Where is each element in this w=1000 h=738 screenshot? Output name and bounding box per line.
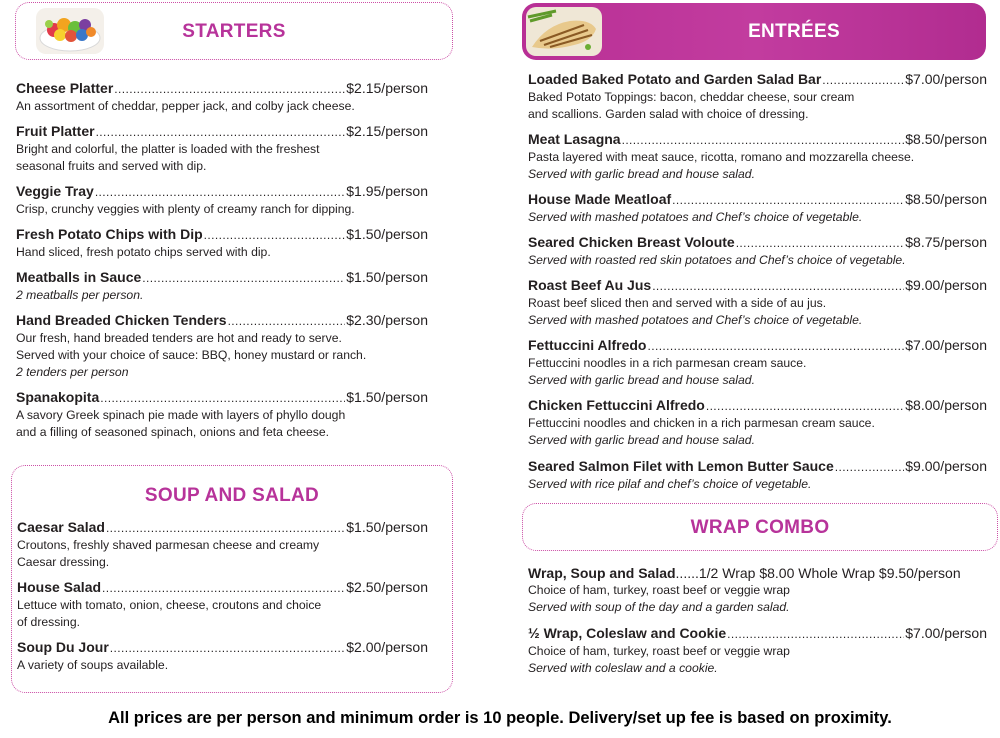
footer-note: All prices are per person and minimum order is 10 people. Delivery/set up fee is based on proximity. (108, 709, 892, 727)
menu-item-description: Our fresh, hand breaded tenders are hot and ready to serve. (16, 331, 342, 345)
dot-leader (95, 184, 345, 201)
menu-item-description: Served with soup of the day and a garden salad. (528, 600, 790, 614)
menu-item-name: ½ Wrap, Coleslaw and Cookie (528, 625, 727, 641)
menu-item (528, 397, 987, 449)
menu-item-name: Loaded Baked Potato and Garden Salad Bar (528, 71, 822, 87)
menu-item-price: $8.00/person (905, 397, 987, 413)
dot-leader (114, 81, 345, 98)
menu-item (16, 312, 428, 381)
menu-item-line (528, 625, 987, 643)
menu-item-description: Fettuccini noodles in a rich parmesan cream sauce. (528, 356, 807, 370)
menu-item-line (16, 183, 428, 201)
menu-item-description: of dressing. (17, 615, 81, 629)
menu-item-price: $2.15/person (346, 80, 428, 96)
menu-item-description: and a filling of seasoned spinach, onions and feta cheese. (16, 425, 330, 439)
menu-item-price: $1.50/person (346, 269, 428, 285)
menu-item-line (16, 389, 428, 407)
menu-item-description: 2 tenders per person (16, 365, 129, 379)
menu-item-description: and scallions. Garden salad with choice of dressing. (528, 107, 809, 121)
menu-item-name: Meatballs in Sauce (16, 269, 142, 285)
menu-item-name: Soup Du Jour (17, 639, 109, 655)
menu-item-description: Choice of ham, turkey, roast beef or veggie wrap (528, 644, 790, 658)
menu-item (17, 639, 428, 674)
menu-item-line (528, 191, 987, 209)
menu-item-description: A variety of soups available. (17, 658, 169, 672)
menu-item-description: 2 meatballs per person. (16, 288, 144, 302)
menu-item-description: Served with coleslaw and a cookie. (528, 661, 718, 675)
dot-leader (652, 278, 904, 295)
menu-item-price: $8.75/person (905, 234, 987, 250)
menu-item-name: Veggie Tray (16, 183, 94, 199)
menu-item-description: Fettuccini noodles and chicken in a rich parmesan cream sauce. (528, 416, 875, 430)
menu-item-name: Fettuccini Alfredo (528, 337, 647, 353)
menu-item-description: Served with your choice of sauce: BBQ, honey mustard or ranch. (16, 348, 367, 362)
menu-item-price: $2.15/person (346, 123, 428, 139)
menu-item (528, 191, 987, 226)
menu-item-description: Crisp, crunchy veggies with plenty of creamy ranch for dipping. (16, 202, 355, 216)
menu-item-description: Lettuce with tomato, onion, cheese, croutons and choice (17, 598, 322, 612)
menu-item-line (528, 131, 987, 149)
menu-item-price: $1.50/person (346, 519, 428, 535)
menu-item-line (528, 234, 987, 252)
menu-item (16, 123, 428, 175)
menu-item-description: Hand sliced, fresh potato chips served with dip. (16, 245, 271, 259)
menu-item-name: Cheese Platter (16, 80, 114, 96)
menu-item-name: Seared Salmon Filet with Lemon Butter Sauce (528, 458, 834, 474)
menu-item-line (528, 397, 987, 415)
menu-item-name: Wrap, Soup and Salad (528, 565, 676, 581)
menu-item-line (528, 277, 987, 295)
menu-item-line (17, 579, 428, 597)
menu-item (528, 458, 987, 493)
menu-item-description: seasonal fruits and served with dip. (16, 159, 207, 173)
menu-item-name: Spanakopita (16, 389, 100, 405)
menu-item (16, 389, 428, 441)
menu-item-line (528, 565, 987, 582)
menu-item-name: House Made Meatloaf (528, 191, 672, 207)
menu-item-price: $1.50/person (346, 389, 428, 405)
menu-item-name: Hand Breaded Chicken Tenders (16, 312, 227, 328)
dot-leader (727, 626, 904, 643)
menu-item (528, 234, 987, 269)
menu-item-price: $2.50/person (346, 579, 428, 595)
menu-item-description: Baked Potato Toppings: bacon, cheddar cheese, sour cream (528, 90, 855, 104)
menu-item-price: $7.00/person (905, 625, 987, 641)
entrees-title: ENTRÉES (748, 21, 840, 42)
wrap-combo-header (522, 503, 998, 551)
menu-item-description: Served with rice pilaf and chef’s choice of vegetable. (528, 477, 812, 491)
menu-item (16, 183, 428, 218)
menu-item (16, 226, 428, 261)
dot-leader (822, 72, 904, 89)
menu-item (17, 579, 428, 631)
menu-item-price: $9.00/person (905, 458, 987, 474)
menu-item-price: $7.00/person (905, 337, 987, 353)
menu-item-price: $1.50/person (346, 226, 428, 242)
menu-item-description: Served with mashed potatoes and Chef’s choice of vegetable. (528, 210, 863, 224)
menu-item (528, 565, 987, 616)
menu-item (528, 71, 987, 123)
menu-item-line (16, 269, 428, 287)
menu-item-description: A savory Greek spinach pie made with layers of phyllo dough (16, 408, 346, 422)
menu-item-name: Chicken Fettuccini Alfredo (528, 397, 705, 413)
dot-leader (672, 192, 904, 209)
dot-leader (142, 270, 345, 287)
dot-leader (106, 520, 345, 537)
grilled-chicken-photo (526, 7, 602, 56)
menu-item (16, 80, 428, 115)
menu-item-price: $9.00/person (905, 277, 987, 293)
dot-leader (96, 124, 346, 141)
starters-title: STARTERS (182, 21, 286, 42)
menu-item-line (528, 337, 987, 355)
menu-item-line (16, 312, 428, 330)
menu-item-price: $7.00/person (905, 71, 987, 87)
menu-item-price-options: ......1/2 Wrap $8.00 Whole Wrap $9.50/person (675, 565, 961, 581)
dot-leader (706, 398, 904, 415)
menu-item-description: Choice of ham, turkey, roast beef or veggie wrap (528, 583, 790, 597)
starters-header (15, 2, 453, 60)
menu-item-name: House Salad (17, 579, 102, 595)
menu-item-line (17, 639, 428, 657)
menu-item-line (528, 71, 987, 89)
dot-leader (100, 390, 345, 407)
menu-item-description: Served with garlic bread and house salad. (528, 167, 755, 181)
menu-item-description: Roast beef sliced then and served with a side of au jus. (528, 296, 827, 310)
menu-item-name: Seared Chicken Breast Voloute (528, 234, 735, 250)
menu-item-name: Caesar Salad (17, 519, 105, 535)
menu-item-price: $1.95/person (346, 183, 428, 199)
dot-leader (835, 459, 905, 476)
menu-item-description: Served with garlic bread and house salad. (528, 373, 755, 387)
soup-salad-title: SOUP AND SALAD (144, 485, 320, 506)
dot-leader (228, 313, 346, 330)
wrap-combo-title: WRAP COMBO (690, 517, 830, 538)
dot-leader (648, 338, 905, 355)
menu-item (528, 625, 987, 677)
menu-item (528, 337, 987, 389)
menu-item (528, 131, 987, 183)
menu-item-name: Meat Lasagna (528, 131, 621, 147)
menu-item-name: Fresh Potato Chips with Dip (16, 226, 203, 242)
menu-item-line (16, 123, 428, 141)
dot-leader (622, 132, 905, 149)
dot-leader (102, 580, 345, 597)
menu-item-description: Served with mashed potatoes and Chef’s choice of vegetable. (528, 313, 863, 327)
menu-item-name: Roast Beef Au Jus (528, 277, 652, 293)
menu-item (16, 269, 428, 304)
menu-item-line (16, 226, 428, 244)
menu-item-name: Fruit Platter (16, 123, 95, 139)
entrees-header (522, 3, 986, 60)
menu-item-price: $8.50/person (905, 131, 987, 147)
menu-item-price: $2.00/person (346, 639, 428, 655)
dot-leader (110, 640, 345, 657)
menu-item-description: Served with roasted red skin potatoes and Chef’s choice of vegetable. (528, 253, 906, 267)
menu-item-description: Bright and colorful, the platter is loaded with the freshest (16, 142, 320, 156)
dot-leader (204, 227, 346, 244)
menu-item-description: Served with garlic bread and house salad. (528, 433, 755, 447)
menu-item-description: Pasta layered with meat sauce, ricotta, romano and mozzarella cheese. (528, 150, 915, 164)
menu-item-description: An assortment of cheddar, pepper jack, and colby jack cheese. (16, 99, 355, 113)
menu-item-price: $8.50/person (905, 191, 987, 207)
menu-item-description: Croutons, freshly shaved parmesan cheese and creamy (17, 538, 320, 552)
menu-item (17, 519, 428, 571)
menu-item-line (16, 80, 428, 98)
menu-item-description: Caesar dressing. (17, 555, 110, 569)
menu-item-line (528, 458, 987, 476)
menu-item-line (17, 519, 428, 537)
dot-leader (736, 235, 905, 252)
menu-item-price: $2.30/person (346, 312, 428, 328)
menu-item (528, 277, 987, 329)
